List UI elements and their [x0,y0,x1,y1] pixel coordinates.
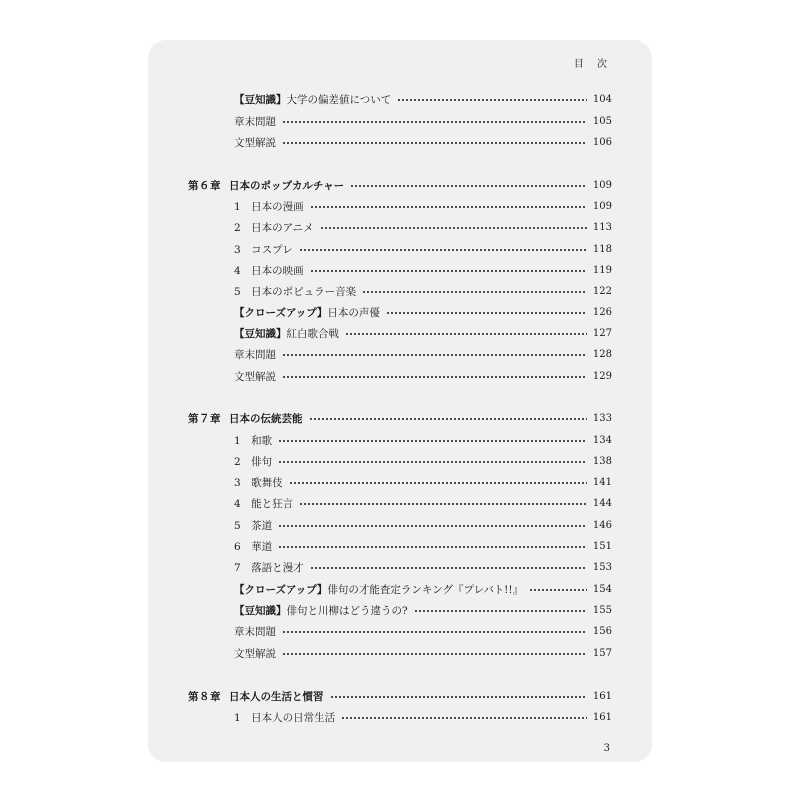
leader-dots [282,376,587,378]
toc-page-number: 105 [592,116,612,127]
toc-entry[interactable] [234,581,612,599]
toc-page-number: 155 [592,605,612,616]
toc-page-number: 109 [592,201,612,212]
chapter-heading: 第６章 日本のポップカルチャー [188,180,345,192]
leader-dots [278,461,587,463]
toc-entry[interactable] [234,517,612,535]
toc-entry[interactable] [234,113,612,131]
leader-dots [397,99,587,101]
leader-dots [282,121,587,123]
toc-entry-label: 1 日本人の日常生活 [234,712,336,724]
leader-dots [278,546,587,548]
toc-entry-label: 文型解説 [234,137,276,149]
toc-page-number: 118 [592,244,612,255]
toc-entry-label: 【クローズアップ】俳句の才能査定ランキング『プレバト!!』 [234,584,524,596]
toc-page-number: 153 [592,562,612,573]
toc-entry[interactable] [234,368,612,386]
document-page [148,40,652,762]
leader-dots [278,525,587,527]
leader-dots [282,142,587,144]
toc-chapter-8[interactable] [188,688,612,706]
running-header: 目 次 [573,59,612,70]
toc-entry-label: 章末問題 [234,116,276,128]
leader-dots [414,610,587,612]
chapter-number: 第７章 [188,413,221,425]
leader-dots [362,291,587,293]
toc-page-number: 146 [592,520,612,531]
toc-page-number: 133 [592,413,612,424]
toc-entry[interactable] [234,262,612,280]
toc-entry-label: 【クローズアップ】日本の声優 [234,307,380,319]
leader-dots [310,206,587,208]
toc-entry-label: 【豆知識】大学の偏差値について [234,94,392,106]
leader-dots [299,503,587,505]
toc-page-number: 119 [592,265,612,276]
toc-page-number: 151 [592,541,612,552]
toc-entry[interactable] [234,559,612,577]
leader-dots [386,312,587,314]
toc-entry[interactable] [234,91,612,109]
leader-dots [299,249,587,251]
toc-page-number: 154 [592,584,612,595]
toc-page-number: 113 [592,222,612,233]
leader-dots [278,440,587,442]
leader-dots [330,696,587,698]
page-number: 3 [603,743,610,754]
toc-entry-label: 4 能と狂言 [234,498,294,510]
toc-entry[interactable] [234,623,612,641]
toc-page-number: 138 [592,456,612,467]
toc-page-number: 156 [592,626,612,637]
toc-entry[interactable] [234,538,612,556]
toc-entry[interactable] [234,325,612,343]
toc-page-number: 122 [592,286,612,297]
leader-dots [310,270,587,272]
toc-page-number: 106 [592,137,612,148]
toc-entry-label: 4 日本の映画 [234,265,304,277]
toc-entry[interactable] [234,198,612,216]
toc-entry[interactable] [234,304,612,322]
toc-entry[interactable] [234,453,612,471]
toc-entry-label: 文型解説 [234,371,276,383]
toc-entry-label: 3 コスプレ [234,244,293,256]
chapter-number: 第８章 [188,691,221,703]
toc-entry[interactable] [234,474,612,492]
leader-dots [282,354,587,356]
toc-entry[interactable] [234,134,612,152]
toc-entry-label: 1 日本の漫画 [234,201,304,213]
toc-page-number: 134 [592,435,612,446]
toc-entry-label: 1 和歌 [234,435,273,447]
toc-page-number: 161 [592,691,612,702]
toc-chapter-7[interactable] [188,410,612,428]
toc-page-number: 144 [592,498,612,509]
toc-entry-label: 【豆知識】俳句と川柳はどう違うの? [234,605,408,617]
toc-entry-label: 文型解説 [234,648,276,660]
leader-dots [282,653,587,655]
leader-dots [529,589,587,591]
chapter-number: 第６章 [188,180,221,192]
toc-entry[interactable] [234,283,612,301]
toc-entry[interactable] [234,241,612,259]
toc-page-number: 157 [592,648,612,659]
leader-dots [345,333,587,335]
toc-page-number: 128 [592,349,612,360]
toc-entry[interactable] [234,432,612,450]
toc-entry-label: 【豆知識】紅白歌合戦 [234,328,339,340]
leader-dots [320,227,587,229]
toc-entry-label: 7 落語と漫才 [234,562,304,574]
leader-dots [310,567,587,569]
toc-entry-label: 2 日本のアニメ [234,222,314,234]
leader-dots [350,185,587,187]
toc-entry[interactable] [234,645,612,663]
toc-entry[interactable] [234,495,612,513]
toc-page-number: 141 [592,477,612,488]
chapter-heading: 第８章 日本人の生活と慣習 [188,691,324,703]
leader-dots [282,631,587,633]
toc-entry[interactable] [234,709,612,727]
toc-page-number: 104 [592,94,612,105]
toc-entry-label: 5 日本のポピュラー音楽 [234,286,357,298]
toc-entry[interactable] [234,219,612,237]
toc-page-number: 126 [592,307,612,318]
toc-entry-label: 5 茶道 [234,520,273,532]
toc-page-number: 129 [592,371,612,382]
toc-page-number: 127 [592,328,612,339]
toc-entry[interactable] [234,602,612,620]
toc-chapter-6[interactable] [188,177,612,195]
toc-page-number: 109 [592,180,612,191]
leader-dots [289,482,587,484]
leader-dots [341,717,587,719]
toc-entry[interactable] [234,346,612,364]
toc-entry-label: 章末問題 [234,626,276,638]
toc-entry-label: 2 俳句 [234,456,273,468]
chapter-heading: 第７章 日本の伝統芸能 [188,413,303,425]
toc-entry-label: 3 歌舞伎 [234,477,283,489]
leader-dots [309,418,587,420]
toc-entry-label: 6 華道 [234,541,273,553]
toc-page-number: 161 [592,712,612,723]
toc-entry-label: 章末問題 [234,349,276,361]
